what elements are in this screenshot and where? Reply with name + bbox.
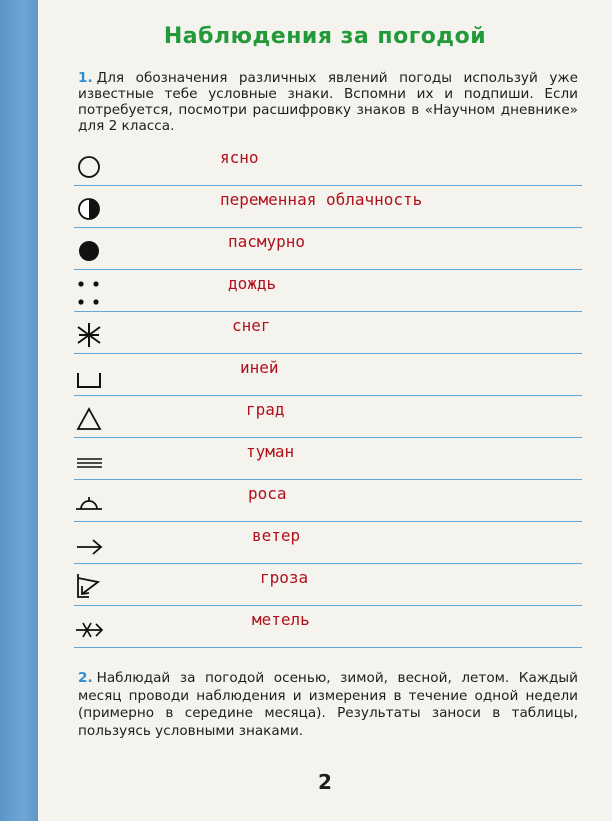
workbook-page bbox=[38, 0, 612, 821]
answer-text: пасмурно bbox=[228, 232, 306, 251]
answer-text: туман bbox=[246, 442, 295, 461]
task-1-text bbox=[78, 70, 578, 134]
rain-dots-icon bbox=[74, 276, 108, 306]
symbol-row-clear bbox=[74, 144, 582, 186]
answer-text: ясно bbox=[220, 148, 259, 167]
snow-asterisk-icon bbox=[74, 318, 108, 348]
thunderstorm-arrow-icon bbox=[74, 570, 108, 600]
task-2-number: 2. bbox=[78, 670, 93, 686]
clear-sky-circle-icon bbox=[74, 150, 108, 180]
symbol-row-hoarfrost bbox=[74, 354, 582, 396]
answer-text: метель bbox=[252, 610, 310, 629]
answer-text: град bbox=[246, 400, 285, 419]
task-2-text bbox=[78, 670, 578, 740]
blizzard-arrow-icon bbox=[74, 612, 108, 642]
hoarfrost-bracket-icon bbox=[74, 360, 108, 390]
fog-lines-icon bbox=[74, 444, 108, 474]
wind-arrow-icon bbox=[74, 528, 108, 558]
symbol-row-overcast bbox=[74, 228, 582, 270]
answer-text: переменная облачность bbox=[220, 190, 423, 209]
writing-line bbox=[74, 647, 582, 649]
symbol-row-snow bbox=[74, 312, 582, 354]
symbol-row-partly-cloudy bbox=[74, 186, 582, 228]
answer-text: дождь bbox=[228, 274, 277, 293]
dew-arc-icon bbox=[74, 486, 108, 516]
task-1-number: 1. bbox=[78, 70, 93, 86]
answer-text: роса bbox=[248, 484, 287, 503]
task-1-body: Для обозначения различных явлений погоды используй уже известные тебе условные знаки. Вспомни их и подпиши. Если потребуется, посмотри расшифровку знаков в «Научном дневнике» для 2 класса. bbox=[78, 70, 578, 134]
page-edge-stripe bbox=[0, 0, 38, 821]
answer-text: ветер bbox=[252, 526, 301, 545]
symbol-row-blizzard bbox=[74, 606, 582, 648]
page-number: 2 bbox=[318, 770, 332, 794]
symbol-row-dew bbox=[74, 480, 582, 522]
task-2-body: Наблюдай за погодой осенью, зимой, весной, летом. Каждый месяц проводи наблюдения и измерения в течение одной недели (примерно в середине месяца). Результаты заноси в таблицы, пользуясь условными знаками. bbox=[78, 670, 578, 739]
symbol-row-hail bbox=[74, 396, 582, 438]
half-filled-circle-icon bbox=[74, 192, 108, 222]
answer-text: гроза bbox=[260, 568, 309, 587]
symbol-row-rain bbox=[74, 270, 582, 312]
symbol-row-thunderstorm bbox=[74, 564, 582, 606]
filled-circle-icon bbox=[74, 234, 108, 264]
symbol-row-wind bbox=[74, 522, 582, 564]
answer-text: иней bbox=[240, 358, 279, 377]
answer-text: снег bbox=[232, 316, 271, 335]
symbol-row-fog bbox=[74, 438, 582, 480]
page-title: Наблюдения за погодой bbox=[163, 24, 487, 49]
hail-triangle-icon bbox=[74, 402, 108, 432]
